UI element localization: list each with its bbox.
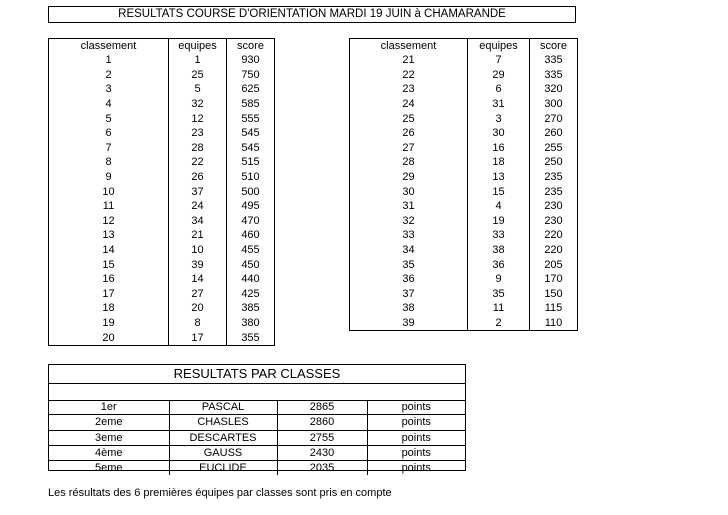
class-name-cell: DESCARTES	[169, 430, 277, 445]
score-cell: 555	[227, 111, 275, 126]
score-cell: 255	[530, 141, 578, 156]
points-value-cell: 2755	[277, 430, 367, 445]
table-row	[350, 243, 578, 258]
table-row	[49, 257, 275, 272]
table-row	[49, 199, 275, 214]
equipe-cell: 5	[169, 82, 227, 97]
equipe-cell: 30	[468, 126, 530, 141]
table-row	[49, 214, 275, 229]
table-row	[350, 155, 578, 170]
results-table-left	[48, 38, 275, 346]
table-row	[350, 97, 578, 112]
classement-cell: 38	[402, 302, 415, 315]
equipe-cell: 32	[169, 97, 227, 112]
classement-cell: 1	[105, 54, 112, 67]
classement-cell: 35	[402, 258, 415, 271]
classement-cell: 18	[102, 302, 115, 315]
equipe-cell: 19	[468, 214, 530, 229]
equipe-cell: 23	[169, 126, 227, 141]
equipe-cell: 9	[468, 272, 530, 287]
score-cell: 115	[530, 301, 578, 316]
equipe-cell: 36	[468, 257, 530, 272]
score-cell: 460	[227, 228, 275, 243]
classement-cell: 2	[105, 68, 112, 81]
table-row	[49, 68, 275, 83]
header-classement: classement	[80, 40, 137, 52]
classement-cell: 31	[402, 200, 415, 213]
equipe-cell: 25	[169, 68, 227, 83]
table-row	[350, 170, 578, 185]
score-cell: 335	[530, 68, 578, 83]
points-value-cell: 2430	[277, 445, 367, 460]
score-cell: 470	[227, 214, 275, 229]
class-results-table	[49, 400, 465, 475]
equipe-cell: 12	[169, 111, 227, 126]
header-equipes: equipes	[468, 39, 530, 54]
document-title: RESULTATS COURSE D'ORIENTATION MARDI 19 JUIN à CHAMARANDE	[48, 6, 576, 23]
equipe-cell: 21	[169, 228, 227, 243]
table-row	[350, 272, 578, 287]
table-row	[49, 445, 465, 460]
equipe-cell: 27	[169, 287, 227, 302]
table-row	[49, 228, 275, 243]
classement-cell: 20	[102, 331, 115, 344]
header-equipes: equipes	[169, 39, 227, 54]
score-cell: 300	[530, 97, 578, 112]
score-cell: 170	[530, 272, 578, 287]
table-row	[49, 111, 275, 126]
score-cell: 220	[530, 243, 578, 258]
equipe-cell: 16	[468, 141, 530, 156]
table-row	[350, 214, 578, 229]
table-row	[350, 316, 578, 331]
table-row	[350, 228, 578, 243]
table-row	[350, 301, 578, 316]
classement-cell: 39	[402, 316, 415, 329]
score-cell: 450	[227, 257, 275, 272]
class-name-cell: GAUSS	[169, 445, 277, 460]
equipe-cell: 20	[169, 301, 227, 316]
score-cell: 440	[227, 272, 275, 287]
classement-cell: 34	[402, 244, 415, 257]
table-row	[350, 53, 578, 68]
table-row	[49, 316, 275, 331]
class-name-cell: EUCLIDE	[169, 461, 277, 476]
equipe-cell: 15	[468, 184, 530, 199]
results-table-right	[349, 38, 578, 331]
table-row	[49, 53, 275, 68]
score-cell: 355	[227, 330, 275, 345]
classement-cell: 13	[102, 229, 115, 242]
table-row	[49, 155, 275, 170]
points-unit-cell: points	[367, 445, 465, 460]
table-row	[49, 430, 465, 445]
score-cell: 495	[227, 199, 275, 214]
table-row	[49, 184, 275, 199]
table-header-row	[49, 39, 275, 54]
points-unit-cell: points	[367, 430, 465, 445]
classement-cell: 22	[402, 68, 415, 81]
score-cell: 110	[530, 316, 578, 331]
equipe-cell: 31	[468, 97, 530, 112]
equipe-cell: 22	[169, 155, 227, 170]
equipe-cell: 2	[468, 316, 530, 331]
rank-cell: 5eme	[49, 461, 169, 476]
equipe-cell: 14	[169, 272, 227, 287]
score-cell: 235	[530, 184, 578, 199]
table-row	[49, 126, 275, 141]
classement-cell: 6	[105, 127, 112, 140]
equipe-cell: 28	[169, 141, 227, 156]
classement-cell: 33	[402, 229, 415, 242]
classement-cell: 24	[402, 98, 415, 111]
equipe-cell: 17	[169, 330, 227, 345]
table-row	[49, 461, 465, 476]
table-header-row	[350, 39, 578, 54]
equipe-cell: 33	[468, 228, 530, 243]
score-cell: 320	[530, 82, 578, 97]
equipe-cell: 39	[169, 257, 227, 272]
classement-cell: 17	[102, 287, 115, 300]
equipe-cell: 37	[169, 184, 227, 199]
table-row	[49, 330, 275, 345]
table-row	[350, 82, 578, 97]
classement-cell: 14	[102, 244, 115, 257]
equipe-cell: 3	[468, 111, 530, 126]
table-row	[49, 170, 275, 185]
rank-cell: 2eme	[49, 415, 169, 430]
table-row	[49, 415, 465, 430]
table-row	[49, 287, 275, 302]
equipe-cell: 29	[468, 68, 530, 83]
footnote: Les résultats des 6 premières équipes par classes sont pris en compte	[48, 487, 392, 499]
classement-cell: 15	[102, 258, 115, 271]
points-value-cell: 2035	[277, 461, 367, 476]
table-row	[49, 400, 465, 415]
table-row	[350, 141, 578, 156]
table-row	[350, 257, 578, 272]
score-cell: 585	[227, 97, 275, 112]
table-row	[350, 287, 578, 302]
score-cell: 545	[227, 141, 275, 156]
equipe-cell: 38	[468, 243, 530, 258]
score-cell: 220	[530, 228, 578, 243]
equipe-cell: 4	[468, 199, 530, 214]
table-row	[49, 82, 275, 97]
classement-cell: 5	[105, 112, 112, 125]
classement-cell: 4	[105, 98, 112, 111]
table-row	[49, 141, 275, 156]
class-name-cell: PASCAL	[169, 400, 277, 415]
equipe-cell: 24	[169, 199, 227, 214]
classement-cell: 16	[102, 273, 115, 286]
equipe-cell: 10	[169, 243, 227, 258]
classement-cell: 37	[402, 287, 415, 300]
score-cell: 250	[530, 155, 578, 170]
score-cell: 515	[227, 155, 275, 170]
score-cell: 205	[530, 257, 578, 272]
score-cell: 455	[227, 243, 275, 258]
score-cell: 235	[530, 170, 578, 185]
header-classement: classement	[380, 40, 437, 52]
classement-cell: 21	[402, 54, 415, 67]
classement-cell: 12	[102, 214, 115, 227]
equipe-cell: 26	[169, 170, 227, 185]
classement-cell: 9	[105, 171, 112, 184]
score-cell: 930	[227, 53, 275, 68]
equipe-cell: 7	[468, 53, 530, 68]
class-name-cell: CHASLES	[169, 415, 277, 430]
equipe-cell: 34	[169, 214, 227, 229]
equipe-cell: 8	[169, 316, 227, 331]
table-row	[49, 97, 275, 112]
class-results-spacer	[49, 383, 465, 401]
header-score: score	[227, 39, 275, 54]
classement-cell: 10	[102, 185, 115, 198]
score-cell: 545	[227, 126, 275, 141]
equipe-cell: 1	[169, 53, 227, 68]
points-unit-cell: points	[367, 400, 465, 415]
rank-cell: 1er	[100, 401, 117, 414]
points-value-cell: 2865	[277, 400, 367, 415]
table-row	[350, 199, 578, 214]
score-cell: 230	[530, 199, 578, 214]
score-cell: 150	[530, 287, 578, 302]
score-cell: 510	[227, 170, 275, 185]
class-results-title: RESULTATS PAR CLASSES	[49, 365, 465, 384]
rank-cell: 4ème	[49, 445, 169, 460]
score-cell: 260	[530, 126, 578, 141]
table-row	[49, 272, 275, 287]
class-results-panel	[48, 364, 466, 475]
rank-cell: 3eme	[49, 430, 169, 445]
classement-cell: 27	[402, 141, 415, 154]
classement-cell: 29	[402, 171, 415, 184]
table-row	[350, 68, 578, 83]
score-cell: 625	[227, 82, 275, 97]
equipe-cell: 35	[468, 287, 530, 302]
table-row	[49, 301, 275, 316]
score-cell: 500	[227, 184, 275, 199]
table-row	[350, 126, 578, 141]
classement-cell: 36	[402, 273, 415, 286]
score-cell: 270	[530, 111, 578, 126]
classement-cell: 28	[402, 156, 415, 169]
classement-cell: 32	[402, 214, 415, 227]
classement-cell: 8	[105, 156, 112, 169]
score-cell: 385	[227, 301, 275, 316]
table-row	[49, 243, 275, 258]
points-unit-cell: points	[367, 461, 465, 476]
classement-cell: 26	[402, 127, 415, 140]
score-cell: 750	[227, 68, 275, 83]
header-score: score	[530, 39, 578, 54]
classement-cell: 30	[402, 185, 415, 198]
score-cell: 335	[530, 53, 578, 68]
classement-cell: 25	[402, 112, 415, 125]
equipe-cell: 11	[468, 301, 530, 316]
classement-cell: 19	[102, 316, 115, 329]
score-cell: 380	[227, 316, 275, 331]
points-unit-cell: points	[367, 415, 465, 430]
equipe-cell: 6	[468, 82, 530, 97]
classement-cell: 3	[105, 83, 112, 96]
score-cell: 425	[227, 287, 275, 302]
classement-cell: 23	[402, 83, 415, 96]
score-cell: 230	[530, 214, 578, 229]
table-row	[350, 184, 578, 199]
points-value-cell: 2860	[277, 415, 367, 430]
classement-cell: 11	[102, 200, 115, 213]
table-row	[350, 111, 578, 126]
equipe-cell: 18	[468, 155, 530, 170]
classement-cell: 7	[105, 141, 112, 154]
equipe-cell: 13	[468, 170, 530, 185]
